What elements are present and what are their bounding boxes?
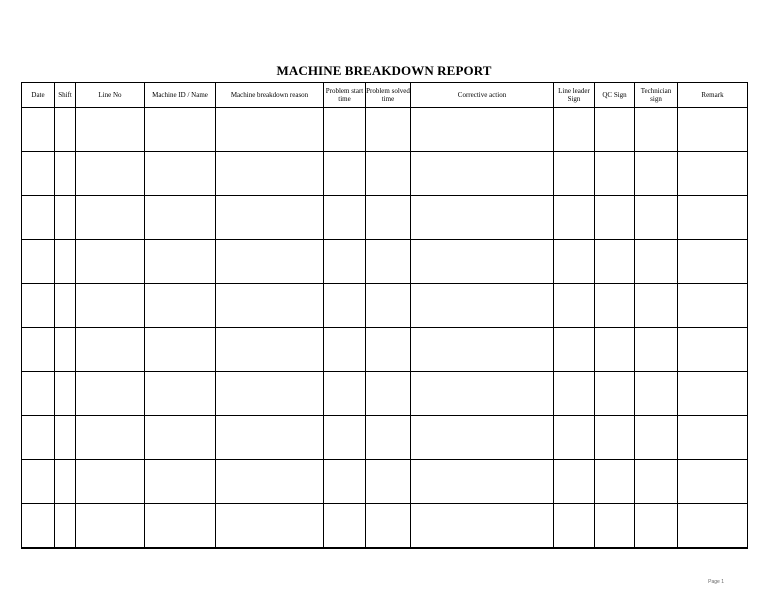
table-row (22, 504, 748, 549)
table-cell[interactable] (145, 152, 216, 196)
table-cell[interactable] (554, 460, 595, 504)
table-cell[interactable] (22, 240, 55, 284)
col-header-technician-sign: Technician sign (635, 83, 678, 108)
table-row (22, 328, 748, 372)
table-cell[interactable] (145, 240, 216, 284)
table-cell[interactable] (411, 152, 554, 196)
table-cell[interactable] (324, 372, 366, 416)
table-cell[interactable] (145, 416, 216, 460)
table-cell[interactable] (366, 196, 411, 240)
table-cell[interactable] (554, 416, 595, 460)
table-cell[interactable] (678, 152, 748, 196)
table-cell[interactable] (554, 240, 595, 284)
table-cell[interactable] (22, 328, 55, 372)
table-cell[interactable] (145, 372, 216, 416)
table-cell[interactable] (411, 328, 554, 372)
table-cell[interactable] (22, 504, 55, 549)
table-cell[interactable] (595, 108, 635, 152)
table-cell[interactable] (76, 504, 145, 549)
table-cell[interactable] (55, 196, 76, 240)
table-cell[interactable] (411, 504, 554, 549)
table-cell[interactable] (145, 196, 216, 240)
table-cell[interactable] (55, 372, 76, 416)
table-cell[interactable] (216, 284, 324, 328)
table-cell[interactable] (55, 152, 76, 196)
header-row (22, 83, 748, 108)
table-cell[interactable] (678, 240, 748, 284)
col-header-remark: Remark (678, 83, 748, 108)
table-cell[interactable] (76, 372, 145, 416)
table-row (22, 284, 748, 328)
table-cell[interactable] (216, 372, 324, 416)
table-cell[interactable] (55, 284, 76, 328)
table-cell[interactable] (22, 460, 55, 504)
table-cell[interactable] (366, 152, 411, 196)
table-cell[interactable] (411, 240, 554, 284)
table-cell[interactable] (324, 284, 366, 328)
table-cell[interactable] (595, 284, 635, 328)
table-cell[interactable] (411, 284, 554, 328)
col-header-breakdown-reason: Machine breakdown reason (216, 83, 324, 108)
table-cell[interactable] (554, 108, 595, 152)
table-cell[interactable] (366, 460, 411, 504)
table-cell[interactable] (678, 460, 748, 504)
table-cell[interactable] (216, 328, 324, 372)
table-cell[interactable] (145, 504, 216, 549)
table-cell[interactable] (216, 416, 324, 460)
table-cell[interactable] (324, 196, 366, 240)
table-cell[interactable] (55, 328, 76, 372)
table-cell[interactable] (324, 504, 366, 549)
table-cell[interactable] (678, 504, 748, 549)
table-cell[interactable] (324, 108, 366, 152)
table-cell[interactable] (595, 416, 635, 460)
table-cell[interactable] (76, 284, 145, 328)
col-header-solved-time: Problem solved time (366, 83, 411, 108)
table-cell[interactable] (145, 460, 216, 504)
table-cell[interactable] (216, 240, 324, 284)
table-cell[interactable] (324, 460, 366, 504)
table-row (22, 196, 748, 240)
table-cell[interactable] (76, 196, 145, 240)
table-cell[interactable] (76, 108, 145, 152)
col-header-qc-sign: QC Sign (595, 83, 635, 108)
table-cell[interactable] (411, 108, 554, 152)
col-header-shift: Shift (55, 83, 76, 108)
table-cell[interactable] (366, 328, 411, 372)
table-cell[interactable] (324, 328, 366, 372)
table-cell[interactable] (595, 196, 635, 240)
table-cell[interactable] (145, 108, 216, 152)
table-cell[interactable] (595, 504, 635, 549)
col-header-corrective-action: Corrective action (411, 83, 554, 108)
table-cell[interactable] (635, 152, 678, 196)
table-cell[interactable] (216, 460, 324, 504)
table-cell[interactable] (324, 152, 366, 196)
table-cell[interactable] (595, 152, 635, 196)
table-row (22, 416, 748, 460)
table-cell[interactable] (595, 240, 635, 284)
table-row (22, 108, 748, 152)
table-cell[interactable] (366, 240, 411, 284)
table-row (22, 152, 748, 196)
table-cell[interactable] (411, 196, 554, 240)
table-cell[interactable] (678, 284, 748, 328)
table-cell[interactable] (145, 284, 216, 328)
table-cell[interactable] (76, 152, 145, 196)
table-cell[interactable] (366, 504, 411, 549)
table-cell[interactable] (678, 416, 748, 460)
table-cell[interactable] (554, 196, 595, 240)
table-cell[interactable] (678, 372, 748, 416)
table-cell[interactable] (411, 416, 554, 460)
table-cell[interactable] (595, 372, 635, 416)
table-row (22, 240, 748, 284)
table-row (22, 372, 748, 416)
table-cell[interactable] (22, 152, 55, 196)
table-cell[interactable] (76, 416, 145, 460)
table-cell[interactable] (55, 460, 76, 504)
col-header-machine-id: Machine ID / Name (145, 83, 216, 108)
table-cell[interactable] (366, 284, 411, 328)
table-cell[interactable] (411, 372, 554, 416)
table-cell[interactable] (678, 328, 748, 372)
table-cell[interactable] (411, 460, 554, 504)
table-cell[interactable] (55, 504, 76, 549)
table-cell[interactable] (635, 196, 678, 240)
table-cell[interactable] (76, 460, 145, 504)
page-number: Page 1 (708, 579, 724, 585)
table-cell[interactable] (635, 460, 678, 504)
col-header-line-no: Line No (76, 83, 145, 108)
table-cell[interactable] (554, 372, 595, 416)
table-cell[interactable] (554, 284, 595, 328)
table-row (22, 460, 748, 504)
table-cell[interactable] (216, 504, 324, 549)
table-cell[interactable] (366, 372, 411, 416)
table-cell[interactable] (635, 504, 678, 549)
table-cell[interactable] (55, 108, 76, 152)
table-cell[interactable] (678, 108, 748, 152)
table-cell[interactable] (635, 240, 678, 284)
table-cell[interactable] (216, 152, 324, 196)
table-cell[interactable] (22, 196, 55, 240)
table-cell[interactable] (366, 108, 411, 152)
table-cell[interactable] (216, 108, 324, 152)
table-cell[interactable] (55, 240, 76, 284)
table-cell[interactable] (22, 284, 55, 328)
table-cell[interactable] (324, 240, 366, 284)
table-cell[interactable] (366, 416, 411, 460)
table-cell[interactable] (324, 416, 366, 460)
table-cell[interactable] (22, 108, 55, 152)
table-cell[interactable] (76, 328, 145, 372)
table-cell[interactable] (678, 196, 748, 240)
table-cell[interactable] (22, 416, 55, 460)
table-cell[interactable] (635, 372, 678, 416)
table-cell[interactable] (595, 328, 635, 372)
report-title: MACHINE BREAKDOWN REPORT (276, 63, 492, 78)
table-cell[interactable] (595, 460, 635, 504)
col-header-start-time: Problem start time (324, 83, 366, 108)
table-cell[interactable] (635, 108, 678, 152)
table-cell[interactable] (145, 328, 216, 372)
table-cell[interactable] (216, 196, 324, 240)
table-cell[interactable] (635, 416, 678, 460)
table-cell[interactable] (635, 328, 678, 372)
col-header-date: Date (22, 83, 55, 108)
col-header-line-leader-sign: Line leader Sign (554, 83, 595, 108)
table-cell[interactable] (55, 416, 76, 460)
table-cell[interactable] (22, 372, 55, 416)
table-cell[interactable] (554, 328, 595, 372)
table-cell[interactable] (76, 240, 145, 284)
table-cell[interactable] (554, 152, 595, 196)
table-cell[interactable] (635, 284, 678, 328)
breakdown-table (21, 82, 748, 549)
table-cell[interactable] (554, 504, 595, 549)
